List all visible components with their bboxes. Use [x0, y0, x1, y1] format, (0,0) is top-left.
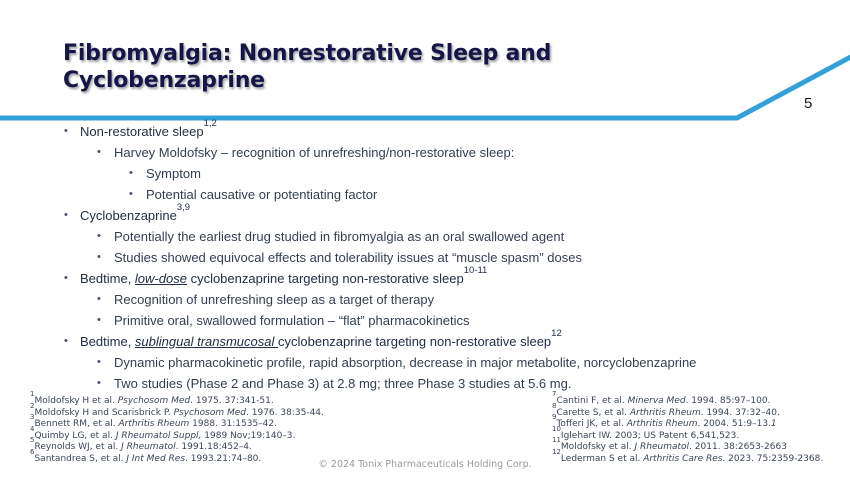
bullet-item-level-2	[0, 247, 850, 268]
footnote-text: . 1976. 38:35-44.	[246, 407, 324, 418]
bullet-text	[114, 313, 469, 328]
footnote-number: 7	[552, 390, 557, 398]
text-run: Dynamic pharmacokinetic profile, rapid absorption, decrease in major metabolite, norcyclobenzaprine	[114, 355, 697, 370]
footnote-number: 4	[30, 424, 35, 433]
bullet-icon: •	[97, 314, 101, 326]
reference-superscript: 12	[551, 328, 562, 340]
footnote-text: . 2004. 51:9–13.	[697, 419, 771, 429]
journal-name: 1	[770, 419, 777, 429]
text-run: Harvey Moldofsky – recognition of unrefreshing/non-restorative sleep:	[114, 145, 515, 160]
journal-name: Arthritis Rheum	[629, 407, 701, 418]
text-run: Recognition of unrefreshing sleep as a target of therapy	[114, 292, 435, 307]
footnote-number: 12	[552, 447, 561, 456]
emphasized-text: sublingual transmucosal	[134, 334, 278, 349]
journal-name: J Rheumatol Suppl,	[115, 430, 202, 441]
bullet-item-level-1	[0, 202, 850, 226]
footnote-text: Moldofsky H and Scarisbrick P.	[34, 407, 174, 418]
footnote-number: 10	[552, 424, 561, 433]
footnote-number: 9	[552, 413, 557, 421]
journal-name: Arthritis Care Res	[643, 453, 723, 464]
journal-name: Psychosom Med	[173, 407, 247, 418]
text-run: Primitive oral, swallowed formulation – “flat” pharmacokinetics	[114, 313, 470, 328]
reference-superscript: 1,2	[203, 118, 217, 130]
bullet-item-level-2	[0, 373, 850, 394]
journal-name: J Rheumatol	[121, 442, 176, 452]
bullet-item-level-2	[0, 226, 850, 247]
footnote-text: Reynolds WJ, et al.	[34, 442, 122, 452]
bullet-item-level-2	[0, 289, 850, 310]
footnotes-left-column	[30, 390, 330, 465]
slide-title-line1: Fibromyalgia: Nonrestorative Sleep and	[63, 41, 552, 66]
bullet-icon: •	[97, 377, 101, 389]
footnote-text: 1988. 31:1535–42.	[189, 419, 277, 429]
footnote	[552, 390, 848, 408]
text-run: Bedtime,	[80, 271, 135, 286]
bullet-text	[146, 187, 377, 202]
footnote-text: Moldofsky et al.	[560, 442, 635, 452]
bullet-text	[80, 328, 562, 349]
journal-name: Arthritis Rheum	[626, 419, 698, 429]
copyright-notice: © 2024 Tonix Pharmaceuticals Holding Corp.	[318, 459, 532, 470]
reference-superscript: 10-11	[463, 265, 488, 277]
bullet-item-level-2	[0, 310, 850, 331]
footnote-number: 5	[30, 436, 35, 444]
bullet-text	[114, 292, 434, 307]
journal-name: J Rheumatol	[634, 442, 690, 452]
footnote	[552, 413, 848, 431]
bullet-item-level-1	[0, 328, 850, 352]
footnote-text: . 1993.21:74–80.	[185, 453, 262, 464]
footnote	[552, 436, 848, 454]
bullet-text	[80, 118, 217, 139]
bullet-icon: •	[129, 167, 133, 179]
footnote-text: . 1994. 85:97–100.	[685, 396, 771, 406]
bullet-item-level-3	[0, 163, 850, 184]
text-run: Potential causative or potentiating factor	[146, 187, 378, 202]
footnote-number: 8	[552, 401, 557, 410]
journal-name: Arthritis Rheum	[118, 419, 190, 429]
footnote-text: . 2011. 38:2653-2663	[689, 442, 787, 452]
bullet-icon: •	[64, 125, 68, 137]
footnote-text: Lederman S et al.	[560, 453, 644, 464]
journal-name: Minerva Med	[627, 396, 686, 406]
text-run: Non-restorative sleep	[80, 124, 204, 139]
bullet-icon: •	[64, 209, 68, 221]
bullet-text	[80, 265, 488, 286]
text-run: cyclobenzaprine targeting non-restorative sleep	[186, 271, 464, 286]
footnote-number: 11	[552, 436, 561, 444]
footnote-number: 2	[30, 401, 35, 410]
footnote-text: . 1994. 37:32–40.	[700, 407, 780, 418]
text-run: cyclobenzaprine targeting non-restorative sleep	[278, 334, 552, 349]
bullet-text	[114, 376, 571, 391]
footnote-number: 6	[30, 447, 35, 456]
footnote-text: Carette S, et al.	[556, 407, 630, 418]
slide-title-line2: Cyclobenzaprine	[63, 68, 265, 93]
bullet-item-level-1	[0, 265, 850, 289]
footnote-text: Iglehart IW. 2003; US Patent 6,541,523.	[560, 430, 740, 441]
text-run: Two studies (Phase 2 and Phase 3) at 2.8 mg; three Phase 3 studies at 5.6 mg.	[114, 376, 572, 391]
text-run: Studies showed equivocal effects and tolerability issues at “muscle spasm” doses	[114, 250, 582, 265]
bullet-icon: •	[97, 356, 101, 368]
bullet-item-level-3	[0, 184, 850, 205]
text-run: Bedtime,	[80, 334, 135, 349]
bullet-text	[114, 229, 564, 244]
footnote-text: Tofferi JK, et al.	[556, 419, 627, 429]
footnote-text: Quimby LG, et al.	[34, 430, 116, 441]
reference-superscript: 3,9	[176, 202, 191, 214]
bullet-icon: •	[129, 188, 133, 200]
page-number: 5	[804, 95, 813, 112]
footnote-text: Moldofsky H et al.	[34, 396, 118, 406]
bullet-text	[114, 145, 514, 160]
bullet-icon: •	[97, 251, 101, 263]
text-run: Potentially the earliest drug studied in fibromyalgia as an oral swallowed agent	[114, 229, 565, 244]
bullet-icon: •	[64, 335, 68, 347]
text-run: Symptom	[146, 166, 201, 181]
bullet-icon: •	[64, 272, 68, 284]
bullet-text	[146, 166, 201, 181]
bullet-item-level-2	[0, 142, 850, 163]
emphasized-text: low-dose	[134, 271, 187, 286]
footnote-number: 3	[30, 413, 35, 421]
footnote-text: . 1975. 37:341-51.	[190, 396, 274, 406]
footnote-text: . 2023. 75:2359-2368.	[722, 453, 824, 464]
bullet-item-level-2	[0, 352, 850, 373]
footnotes-right-column	[552, 390, 848, 465]
footnote-text: Cantini F, et al.	[556, 396, 628, 406]
bullet-text	[80, 202, 191, 223]
slide-title	[63, 40, 763, 94]
footnote-text: Bennett RM, et al.	[34, 419, 119, 429]
footnote	[30, 436, 330, 454]
journal-name: Psychosom Med	[117, 396, 191, 406]
footnote	[30, 413, 330, 431]
footnote-text: . 1991.18:452–4.	[175, 442, 252, 452]
bullet-icon: •	[97, 293, 101, 305]
footnote-number: 1	[30, 390, 35, 398]
bullet-icon: •	[97, 230, 101, 242]
footnote-text: 1989 Nov;19:140–3.	[201, 430, 296, 441]
bullet-icon: •	[97, 146, 101, 158]
bullet-text	[114, 250, 582, 265]
bullet-text	[114, 355, 696, 370]
footnote-text: Santandrea S, et al.	[34, 453, 127, 464]
text-run: Cyclobenzaprine	[80, 208, 177, 223]
footnote	[30, 390, 330, 408]
bullet-item-level-1	[0, 118, 850, 142]
bullet-list	[0, 118, 850, 394]
journal-name: J Int Med Res	[126, 453, 186, 464]
